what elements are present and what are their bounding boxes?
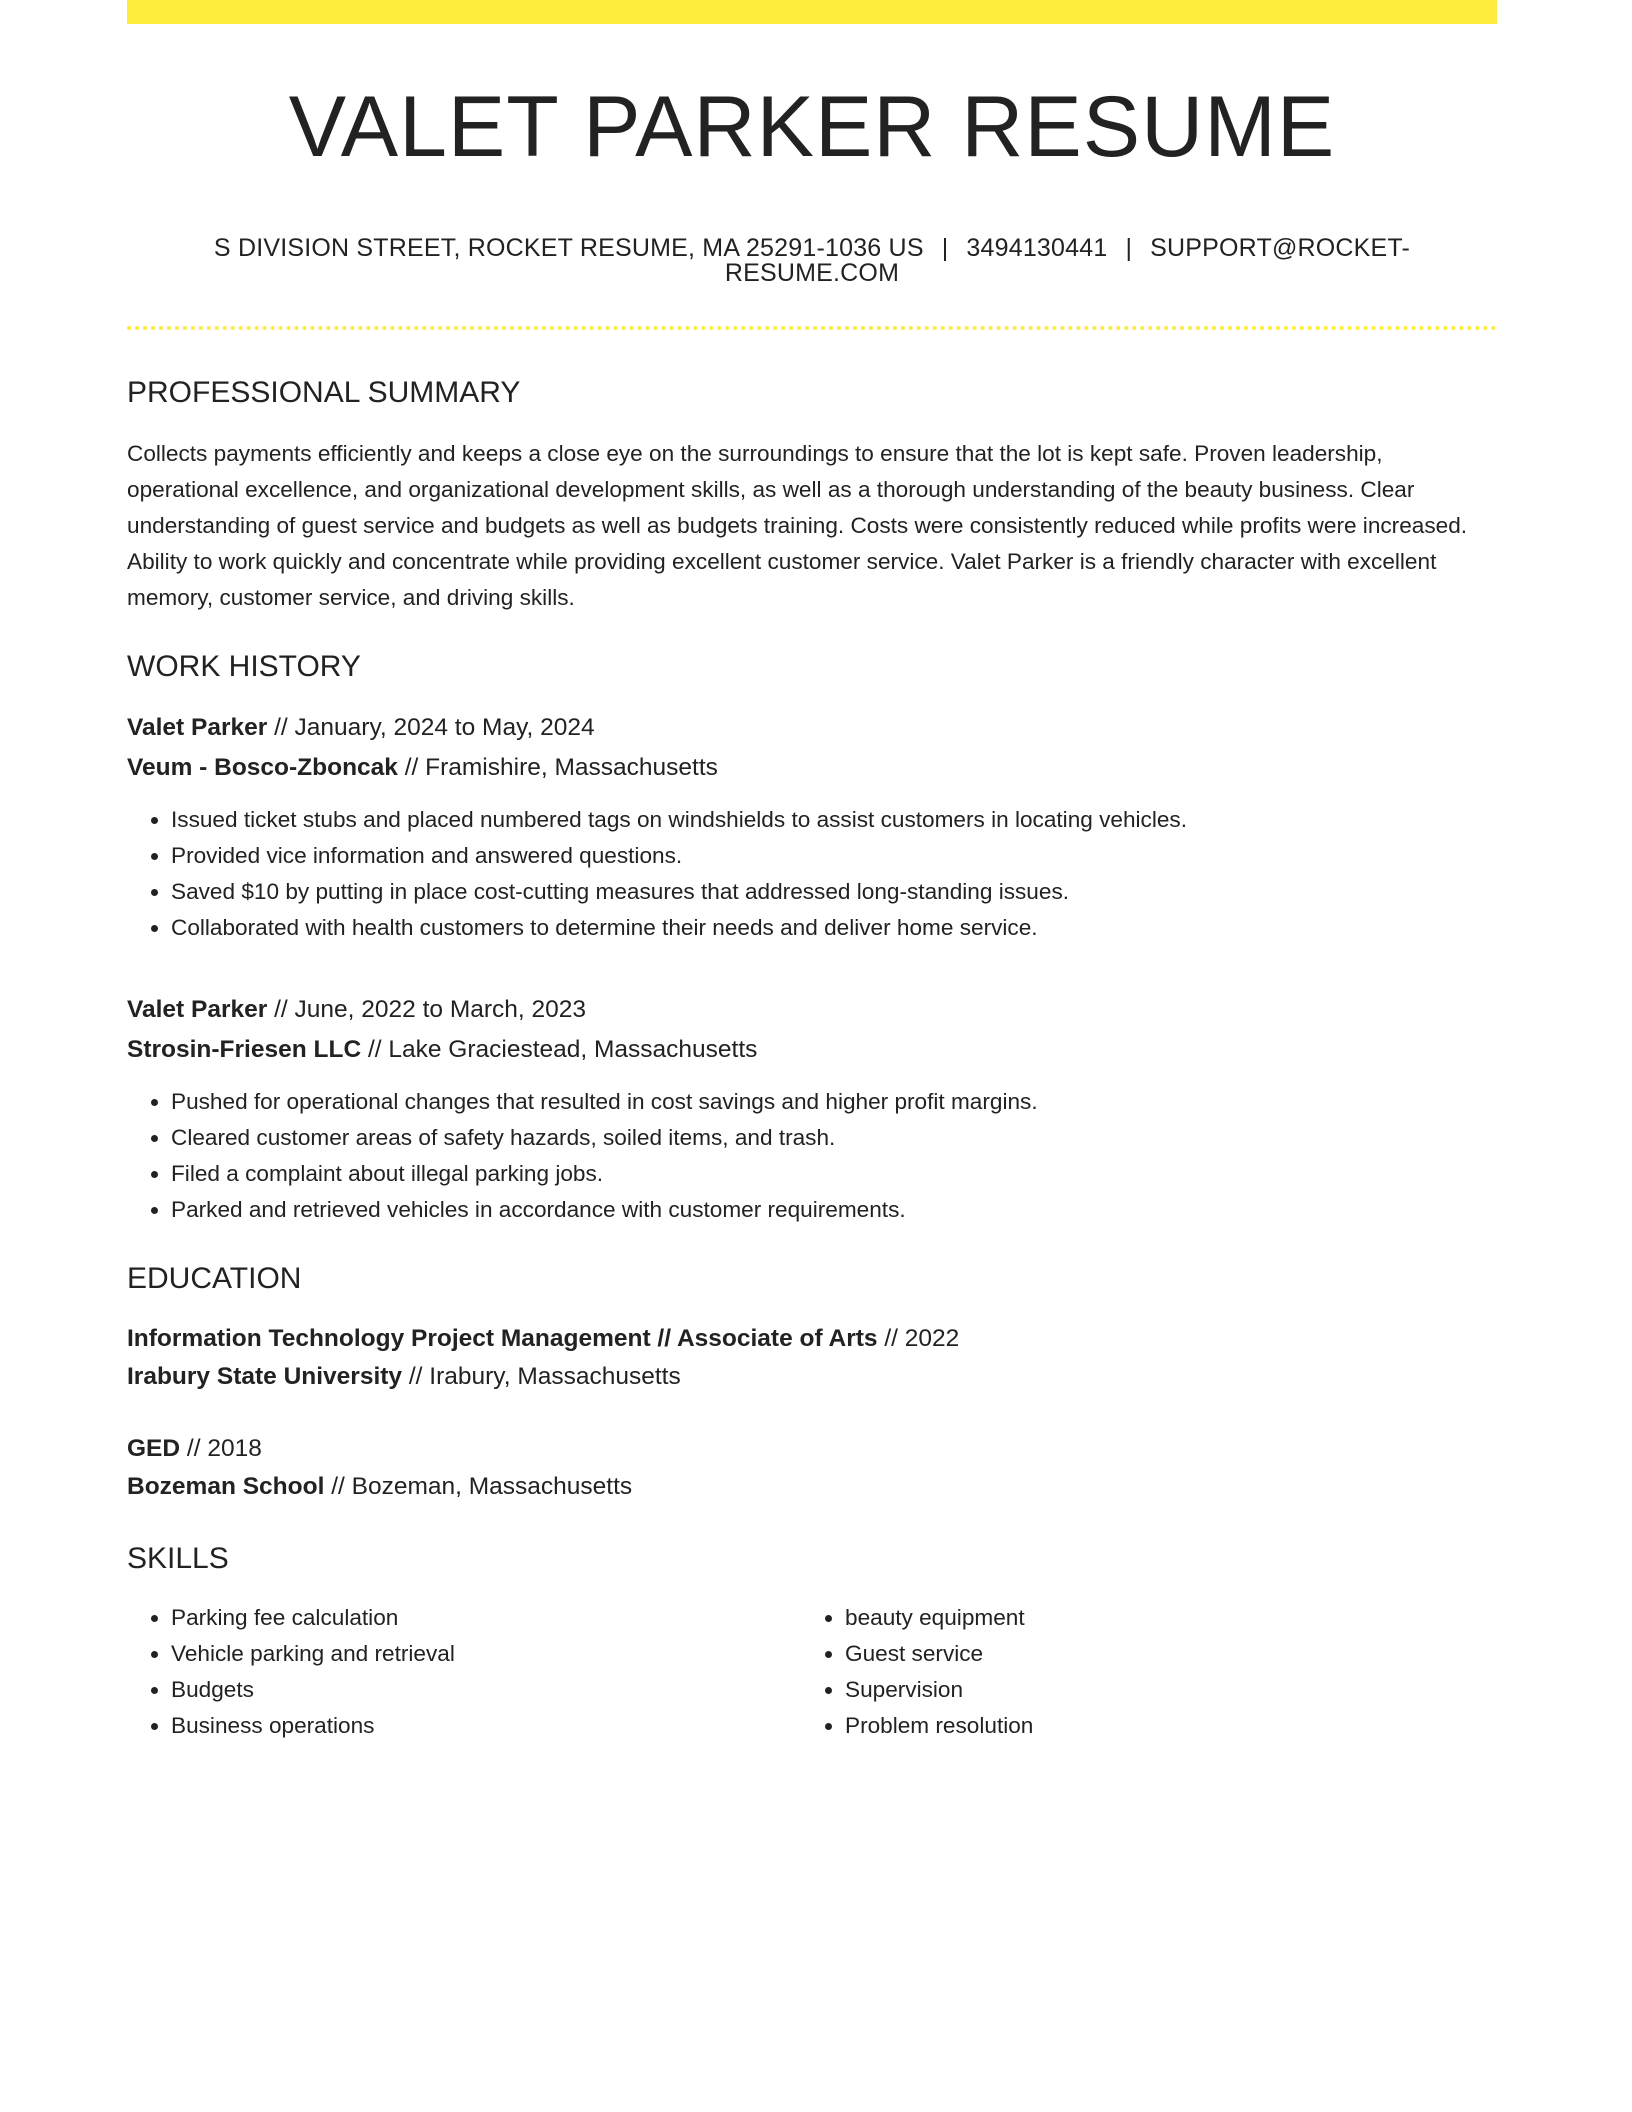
job-company-line <box>127 1030 1497 1070</box>
job-dates: // June, 2022 to March, 2023 <box>267 996 587 1023</box>
job-bullet: • Provided vice information and answered questions. <box>171 838 1497 874</box>
edu-year: // 2018 <box>180 1435 262 1462</box>
skill-item: • Business operations <box>171 1708 801 1744</box>
summary-heading: PROFESSIONAL SUMMARY <box>127 376 521 409</box>
edu-year: // 2022 <box>877 1325 960 1352</box>
dotted-divider <box>127 326 1497 330</box>
job-role-line <box>127 708 1497 748</box>
contact-email: SUPPORT@ROCKET-RESUME.COM <box>724 234 1411 287</box>
job-role-line <box>127 990 1497 1030</box>
skills-columns <box>127 1600 1497 1744</box>
education-entry <box>127 1320 1497 1396</box>
edu-degree-line <box>127 1430 1497 1468</box>
skill-item: • Budgets <box>171 1672 801 1708</box>
job-bullet: • Cleared customer areas of safety hazards, soiled items, and trash. <box>171 1120 1497 1156</box>
skills-list-left <box>127 1600 801 1744</box>
skills-heading: SKILLS <box>127 1542 229 1575</box>
contact-separator: | <box>1125 234 1133 262</box>
job-bullets <box>127 802 1497 946</box>
skill-item: • Guest service <box>845 1636 1485 1672</box>
edu-location: // Bozeman, Massachusetts <box>324 1473 633 1500</box>
job-bullet: • Saved $10 by putting in place cost-cutting measures that addressed long-standing issues. <box>171 874 1497 910</box>
accent-top-bar <box>127 0 1497 24</box>
job-bullet: • Filed a complaint about illegal parking jobs. <box>171 1156 1497 1192</box>
job-company: Veum - Bosco-Zboncak <box>127 754 398 781</box>
job-company-line <box>127 748 1497 788</box>
job-bullet: • Pushed for operational changes that resulted in cost savings and higher profit margins. <box>171 1084 1497 1120</box>
education-heading: EDUCATION <box>127 1262 302 1295</box>
edu-school: Bozeman School <box>127 1473 325 1500</box>
work-history-heading: WORK HISTORY <box>127 650 361 683</box>
contact-address: S DIVISION STREET, ROCKET RESUME, MA 25291-1036 US <box>213 234 924 262</box>
job-dates: // January, 2024 to May, 2024 <box>267 714 595 741</box>
job-location: // Framishire, Massachusetts <box>397 754 718 781</box>
job-bullet: • Issued ticket stubs and placed numbered tags on windshields to assist customers in locating vehicles. <box>171 802 1497 838</box>
skill-item: • Parking fee calculation <box>171 1600 801 1636</box>
job-location: // Lake Graciestead, Massachusetts <box>361 1036 758 1063</box>
edu-school-line <box>127 1468 1497 1506</box>
job-role: Valet Parker <box>127 996 268 1023</box>
edu-degree: GED <box>127 1435 181 1462</box>
edu-degree: Information Technology Project Management // Associate of Arts <box>127 1325 878 1352</box>
skill-item: • beauty equipment <box>845 1600 1485 1636</box>
edu-school-line <box>127 1358 1497 1396</box>
job-bullet: • Collaborated with health customers to determine their needs and deliver home service. <box>171 910 1497 946</box>
job-role: Valet Parker <box>127 714 268 741</box>
edu-location: // Irabury, Massachusetts <box>402 1363 681 1390</box>
summary-text: Collects payments efficiently and keeps a close eye on the surroundings to ensure that the lot is kept safe. Proven leadership, operational excellence, and organizational development skills, as well as a thorough understanding of the beauty business. Clear understanding of guest service and budgets as well as budgets training. Costs were consistently reduced while profits were increased. Ability to work quickly and concentrate while providing excellent customer service. Valet Parker is a friendly character with excellent memory, customer service, and driving skills. <box>127 441 1468 610</box>
contact-line <box>127 236 1497 286</box>
job-entry <box>127 990 1497 1228</box>
resume-title: VALET PARKER RESUME <box>288 79 1336 175</box>
resume-page <box>127 0 1497 1744</box>
skill-item: • Vehicle parking and retrieval <box>171 1636 801 1672</box>
job-bullets <box>127 1084 1497 1228</box>
edu-degree-line <box>127 1320 1497 1358</box>
job-bullet: • Parked and retrieved vehicles in accordance with customer requirements. <box>171 1192 1497 1228</box>
contact-phone: 3494130441 <box>966 234 1108 262</box>
contact-separator: | <box>941 234 949 262</box>
edu-school: Irabury State University <box>127 1363 403 1390</box>
job-company: Strosin-Friesen LLC <box>127 1036 362 1063</box>
skill-item: • Supervision <box>845 1672 1485 1708</box>
job-entry <box>127 708 1497 946</box>
skills-list-right <box>801 1600 1485 1744</box>
skill-item: • Problem resolution <box>845 1708 1485 1744</box>
education-entry <box>127 1430 1497 1506</box>
